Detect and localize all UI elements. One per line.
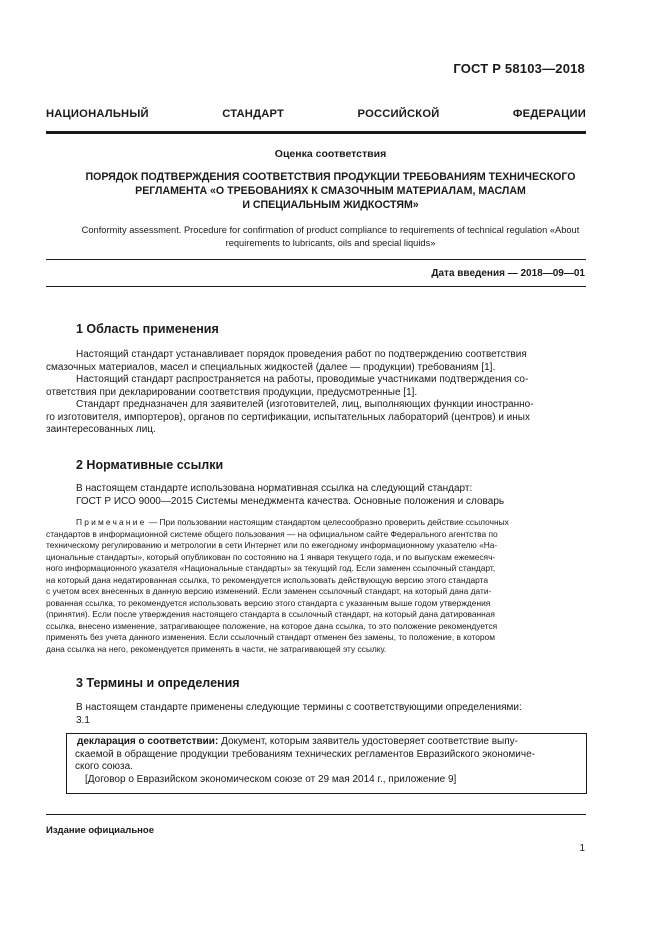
paragraph-line: смазочных материалов, масел и специальных жидкостей (далее — продукции) требованиям [1]. (46, 361, 496, 373)
paragraph-line: В настоящем стандарте применены следующие термины с соответствующими определениями: (76, 702, 522, 713)
note-block (46, 517, 586, 655)
footer-divider (46, 814, 586, 815)
note-line: с учетом всех внесенных в данную версию изменений. Если заменен ссылочный стандарт, на который дана дати- (46, 586, 492, 596)
main-title-line: РЕГЛАМЕНТА «О ТРЕБОВАНИЯХ К СМАЗОЧНЫМ МАТЕРИАЛАМ, МАСЛАМ (135, 185, 526, 197)
title-divider (46, 131, 586, 134)
definition-term: декларация о соответствии: (77, 736, 219, 747)
definition-line: скаемой в обращение продукции требованиям технических регламентов Евразийского экономиче- (75, 748, 535, 760)
main-title-line: И СПЕЦИАЛЬНЫМ ЖИДКОСТЯМ» (242, 199, 419, 211)
note-line: дана ссылка на него, рекомендуется применять в части, не затрагивающей эту ссылку. (46, 643, 387, 654)
note-line: рованная ссылка, то рекомендуется использовать версию этого стандарта с указанным выше годом утверждения (46, 597, 491, 608)
section-1-heading: 1 Область применения (76, 322, 219, 336)
main-title-line: ПОРЯДОК ПОДТВЕРЖДЕНИЯ СООТВЕТСТВИЯ ПРОДУКЦИИ ТРЕБОВАНИЯМ ТЕХНИЧЕСКОГО (85, 171, 576, 183)
note-line: ного информационного указателя «Национальные стандарты» за текущий год. Если заменен ссылочный стандарт, (46, 563, 496, 573)
note-label: Примечание (76, 517, 147, 527)
paragraph-line: ответствия при декларировании соответствия продукции, предусмотренные [1]. (46, 386, 418, 398)
note-line: применять без учета данного изменения. Если ссылочный стандарт отменен без замены, то положение, в котором (46, 632, 495, 642)
definition-first-line: декларация о соответствии: Документ, которым заявитель удостоверяет соответствие выпу- (77, 736, 518, 747)
english-title (40, 224, 621, 250)
english-title-line: requirements to lubricants, oils and special liquids» (225, 238, 436, 248)
clause-number: 3.1 (76, 714, 90, 726)
paragraph-line: Настоящий стандарт устанавливает порядок проведения работ по подтверждению соответствия (76, 349, 527, 360)
section-3-body (76, 702, 586, 727)
document-code: ГОСТ Р 58103—2018 (453, 61, 585, 76)
english-title-line: Conformity assessment. Procedure for confirmation of product compliance to requirements of technical regulation «About (81, 225, 580, 235)
definition-box (66, 733, 587, 794)
paragraph-line: В настоящем стандарте использована нормативная ссылка на следующий стандарт: (76, 483, 473, 494)
paragraph-line: Стандарт предназначен для заявителей (изготовителей, лиц, выполняющих функции иностранно- (76, 399, 534, 410)
section-1-body (46, 349, 586, 437)
main-title (40, 170, 621, 212)
date-of-introduction: Дата введения — 2018—09—01 (431, 268, 585, 279)
subject-heading: Оценка соответствия (274, 148, 387, 160)
note-first-line: Примечание — При пользовании настоящим стандартом целесообразно проверить действие ссылочных (76, 517, 509, 527)
date-divider-bottom (46, 286, 586, 287)
standard-title: НАЦИОНАЛЬНЫЙ СТАНДАРТ РОССИЙСКОЙ ФЕДЕРАЦИИ (46, 108, 586, 120)
paragraph-line: заинтересованных лиц. (46, 424, 156, 435)
definition-reference: [Договор о Евразийском экономическом союзе от 29 мая 2014 г., приложение 9] (85, 773, 457, 785)
note-line: циональные стандарты», который опубликован по состоянию на 1 января текущего года, и по выпускам ежемесяч- (46, 551, 496, 562)
date-divider (46, 259, 586, 260)
note-line: техническому регулированию и метрологии в сети Интернет или по ежегодному информационному указателю «На- (46, 540, 498, 550)
edition-label: Издание официальное (46, 825, 154, 836)
note-line: (принятия). Если после утверждения настоящего стандарта в ссылочный стандарт, на который дана датированная (46, 609, 495, 619)
page-number: 1 (579, 843, 585, 854)
normative-reference: ГОСТ Р ИСО 9000—2015 Системы менеджмента качества. Основные положения и словарь (76, 495, 505, 507)
section-2-heading: 2 Нормативные ссылки (76, 458, 224, 472)
note-line: ссылка, внесено изменение, затрагивающее положение, на которое дана ссылка, то это положение рекомендуется (46, 620, 498, 631)
paragraph-line: го изготовителя, импортеров), органов по сертификации, испытательных лабораторий (центров) и иных (46, 411, 530, 423)
section-2-body (76, 483, 586, 508)
paragraph-line: Настоящий стандарт распространяется на работы, проводимые участниками подтверждения со- (76, 374, 529, 385)
section-3-heading: 3 Термины и определения (76, 676, 240, 690)
note-line: стандартов в информационной системе общего пользования — на официальном сайте Федерального агентства по (46, 528, 498, 539)
note-line: на который дана недатированная ссылка, то рекомендуется использовать действующую версию этого стандарта (46, 574, 488, 585)
definition-line: ского союза. (75, 761, 133, 772)
